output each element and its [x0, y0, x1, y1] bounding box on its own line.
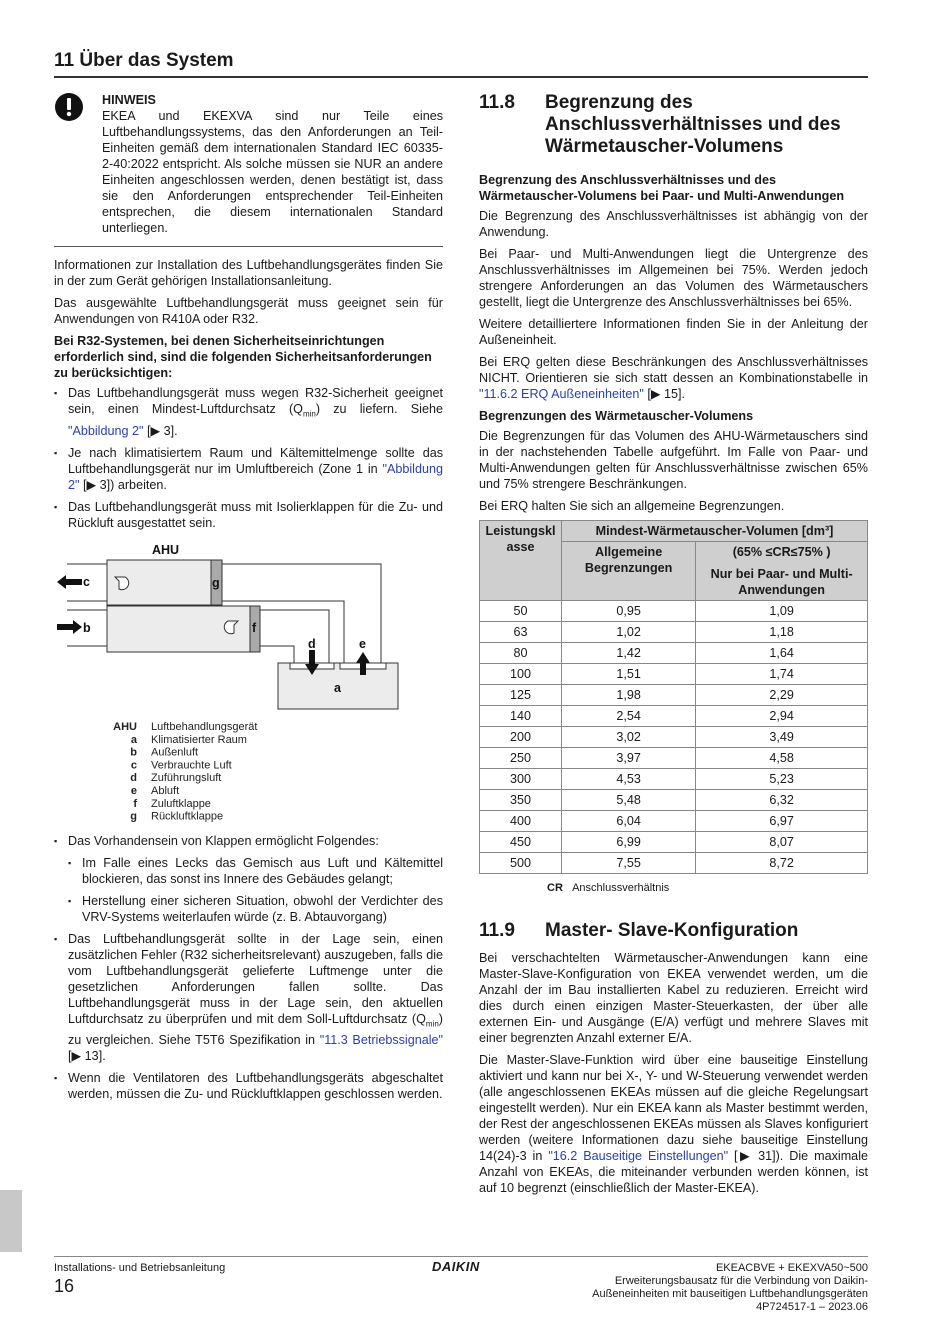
ahu-diagram [54, 537, 443, 827]
paragraph: Die Begrenzungen für das Volumen des AHU-Wärmetauschers sind in der nachstehenden Tabelle aufgeführt. Im Falle von Paar- und Multi-Anwendungen gelten für Anschlussverhältnisse zwischen 65% und 75% strengere Beschränkungen. [479, 429, 868, 491]
column-header: Leistungsklasse [480, 521, 562, 601]
section-heading-11-8: 11.8 Begrenzung des Anschlussverhältnisses und des Wärmetauscher-Volumens [479, 92, 841, 157]
table-row [480, 706, 868, 727]
table-row [480, 664, 868, 685]
paragraph: Die Begrenzung des Anschlussverhältnisses ist abhängig von der Anwendung. [479, 209, 868, 239]
notice-box [54, 92, 443, 247]
table-row [480, 748, 868, 769]
table-row [480, 685, 868, 706]
footer-doc-title: Installations- und Betriebsanleitung [54, 1262, 226, 1274]
link-betriebssignale[interactable]: "11.3 Betriebssignale" [319, 1033, 443, 1048]
footer-divider [54, 1256, 868, 1257]
legend-key: e [130, 784, 137, 797]
legend-key: b [130, 746, 137, 759]
list-item: ▪ Je nach klimatisiertem Raum und Kältemittelmenge sollte das Luftbehandlungsgerät nur im Umluftbereich (Zone 1 in "Abbildung 2" [▶ 3]) arbeiten. [54, 445, 443, 493]
list-item: ▪ Das Luftbehandlungsgerät muss wegen R32-Sicherheit geeignet sein, einen Mindest-Luftdurchsatz $(Q_{min})$ zu liefern. Siehe "Abbildung 2" [▶ 3]. [54, 385, 443, 439]
paragraph: Bei verschachtelten Wärmetauscher-Anwendungen kann eine Master-Slave-Konfiguration von EKEA verwendet werden, um die Anzahl der im Bau installierten Kabel zu reduzieren. Erreicht wird dies durch einen einzigen Master-Steuerkasten, der über alle externen Ein- und Ausgänge (E/A) verfügt und mehrere Slaves mit einer begrenzten Anzahl externer E/A. [479, 951, 868, 1045]
svg-text:g: g [212, 575, 220, 590]
legend-key: d [130, 771, 137, 784]
table-cell: 4,58 [696, 748, 868, 769]
table-cell: 3,49 [696, 727, 868, 748]
legend-key: c [130, 758, 137, 771]
table-row [480, 643, 868, 664]
link-bauseitige-einstellungen[interactable]: "16.2 Bauseitige Einstellungen" [548, 1149, 729, 1163]
table-row [480, 727, 868, 748]
svg-text:AHU: AHU [152, 542, 180, 557]
table-cell: 5,23 [696, 769, 868, 790]
table-cell: 6,97 [696, 811, 868, 832]
table-cell: 1,64 [696, 643, 868, 664]
table-row [480, 790, 868, 811]
table-row [480, 832, 868, 853]
table-cell: 2,54 [562, 706, 696, 727]
table-cell: 2,29 [696, 685, 868, 706]
legend-label: Luftbehandlungsgerät [151, 720, 258, 733]
legend-label: Verbrauchte Luft [151, 758, 232, 771]
table-cell: 125 [480, 685, 562, 706]
legend-key: f [133, 797, 137, 810]
chapter-title: 11 Über das System [54, 50, 234, 71]
right-column [479, 92, 868, 1202]
subheading: Bei R32-Systemen, bei denen Sicherheitseinrichtungen erforderlich sind, sind die folgenden Sicherheitsanforderungen zu berücksichtigen: [54, 334, 432, 380]
column-header: (65% ≤CR≤75% ) Nur bei Paar- und Multi-Anwendungen [696, 542, 868, 601]
table-cell: 140 [480, 706, 562, 727]
table-cell: 250 [480, 748, 562, 769]
svg-text:f: f [252, 620, 257, 635]
list-item: ▪ Das Luftbehandlungsgerät muss mit Isolierklappen für die Zu- und Rückluft ausgestattet sein. [54, 499, 443, 531]
paragraph: Weitere detailliertere Informationen finden Sie in der Anleitung der Außeneinheit. [479, 317, 868, 347]
link-erq-ausseneinheiten[interactable]: "11.6.2 ERQ Außeneinheiten" [479, 387, 644, 401]
table-cell: 400 [480, 811, 562, 832]
legend-label: Abluft [151, 784, 180, 797]
chapter-tab [0, 1190, 22, 1252]
table-cell: 80 [480, 643, 562, 664]
table-cell: 1,51 [562, 664, 696, 685]
footer-product-info: EKEACBVE + EKEXVA50~500 Erweiterungsbausatz für die Verbindung von Daikin- Außeneinheiten mit bauseitigen Luftbehandlungsgeräten 4P724517-1 – 2023.06 [592, 1262, 868, 1313]
table-cell: 1,42 [562, 643, 696, 664]
arrow-right-icon [57, 620, 82, 634]
svg-text:d: d [308, 636, 316, 651]
table-cell: 2,94 [696, 706, 868, 727]
link-abbildung-2[interactable]: "Abbildung 2" [68, 461, 443, 492]
section-heading-11-9: 11.9 Master- Slave-Konfiguration [479, 920, 799, 941]
table-row [480, 622, 868, 643]
table-cell: 4,53 [562, 769, 696, 790]
table-cell: 1,09 [696, 601, 868, 622]
table-cell: 63 [480, 622, 562, 643]
table-cell: 3,02 [562, 727, 696, 748]
legend-label: Zuführungsluft [151, 771, 222, 784]
subheading: Begrenzungen des Wärmetauscher-Volumens [479, 409, 754, 423]
header-divider [54, 76, 868, 78]
list-item: ▪ Herstellung einer sicheren Situation, obwohl der Verdichter des VRV-Systems weiterlaufen würde (z. B. Abtauvorgang) [68, 893, 443, 925]
page-number: 16 [54, 1276, 75, 1296]
list-item: ▪ Wenn die Ventilatoren des Luftbehandlungsgeräts abgeschaltet werden, müssen die Zu- und Rückluftklappen geschlossen werden. [54, 1070, 443, 1102]
legend-label: Außenluft [151, 746, 199, 759]
legend-label: Zuluftklappe [151, 797, 211, 810]
paragraph: Bei Paar- und Multi-Anwendungen liegt die Untergrenze des Anschlussverhältnisses im Allgemeinen bei 75%. Werden jedoch strengere Anforderungen an das Volumen des Wärmetauschers gestellt, liegt die Untergrenze des Anschlussverhältnisses bei 65%. [479, 247, 868, 309]
legend-key: AHU [113, 720, 137, 733]
table-cell: 50 [480, 601, 562, 622]
legend-label: Klimatisierter Raum [151, 733, 247, 746]
table-cell: 7,55 [562, 853, 696, 874]
list-item: ▪ Im Falle eines Lecks das Gemisch aus Luft und Kältemittel blockieren, das sonst ins Innere des Gebäudes gelangt; [68, 855, 443, 887]
paragraph: Bei ERQ gelten diese Beschränkungen des Anschlussverhältnisses NICHT. Orientieren sie sich statt dessen an Kombinationstabelle in "11.6.2 ERQ Außeneinheiten" [▶ 15]. [479, 355, 868, 401]
table-row [480, 769, 868, 790]
table-cell: 1,98 [562, 685, 696, 706]
svg-text:a: a [334, 680, 341, 695]
paragraph: Bei ERQ halten Sie sich an allgemeine Begrenzungen. [479, 499, 785, 513]
legend-key: a [130, 733, 137, 746]
table-cell: 6,04 [562, 811, 696, 832]
table-cell: 1,74 [696, 664, 868, 685]
table-cell: 3,97 [562, 748, 696, 769]
warning-icon [54, 92, 102, 242]
table-row [480, 601, 868, 622]
table-cell: 100 [480, 664, 562, 685]
column-header: Mindest-Wärmetauscher-Volumen [dm³] [562, 521, 868, 542]
table-cell: 450 [480, 832, 562, 853]
column-header: Allgemeine Begrenzungen [562, 542, 696, 601]
arrow-left-icon [57, 575, 82, 589]
left-column [54, 92, 443, 1108]
table-cell: 1,02 [562, 622, 696, 643]
list-item: ▪ Das Vorhandensein von Klappen ermöglicht Folgendes: [54, 833, 443, 849]
svg-text:e: e [359, 636, 366, 651]
link-abbildung-2[interactable]: "Abbildung 2" [68, 423, 144, 438]
table-legend: CR Anschlussverhältnis [547, 882, 670, 894]
table-cell: 5,48 [562, 790, 696, 811]
table-cell: 6,32 [696, 790, 868, 811]
subheading: Begrenzung des Anschlussverhältnisses und des Wärmetauscher-Volumens bei Paar- und Multi-Anwendungen [479, 173, 845, 203]
table-cell: 0,95 [562, 601, 696, 622]
legend-label: Rückluftklappe [151, 810, 224, 823]
table-cell: 200 [480, 727, 562, 748]
table-cell: 1,18 [696, 622, 868, 643]
svg-text:b: b [83, 620, 91, 635]
notice-title: HINWEIS [102, 93, 156, 107]
paragraph: Die Master-Slave-Funktion wird über eine bauseitige Einstellung aktiviert und kann nur bei X-, Y- und W-Steuerung verwendet werden (alle angeschlossenen EKEAs müssen auf die gleiche Regelungsart eingestellt werden). Nur ein EKEA kann als Master bestimmt werden, der Rest der angeschlossenen EKEAs müssen als Slaves konfiguriert werden (weitere Informationen dazu siehe bauseitige Einstellung 14(24)-3 in "16.2 Bauseitige Einstellungen" [▶ 31]). Die maximale Anzahl von EKEAs, die miteinander verbunden werden können, ist auf 10 begrenzt (einschließlich der Master-EKEA). [479, 1053, 868, 1195]
svg-text:c: c [83, 574, 90, 589]
legend-key: g [130, 810, 137, 823]
table-cell: 500 [480, 853, 562, 874]
table-cell: 6,99 [562, 832, 696, 853]
paragraph: Informationen zur Installation des Luftbehandlungsgerätes finden Sie in der zum Gerät gehörigen Installationsanleitung. [54, 258, 443, 288]
paragraph: Das ausgewählte Luftbehandlungsgerät muss geeignet sein für Anwendungen von R410A oder R32. [54, 296, 443, 326]
notice-text: EKEA und EKEXVA sind nur Teile eines Luftbehandlungssystems, das den Anforderungen an Teil-Einheiten gemäß dem internationalen Standard IEC 60335-2-40:2022 entspricht. Als solche müssen sie NUR an andere Einheiten angeschlossen werden, denen bestätigt ist, dass sie den Anforderungen entsprechender Teil-Einheiten entsprechen, die diesem internationalen Standard unterliegen. [102, 109, 443, 235]
table-cell: 300 [480, 769, 562, 790]
table-row [480, 811, 868, 832]
table-cell: 8,07 [696, 832, 868, 853]
daikin-logo: DAIKIN [432, 1259, 480, 1274]
list-item: ▪ Das Luftbehandlungsgerät sollte in der Lage sein, einen zusätzlichen Fehler (R32 sicherheitsrelevant) auszugeben, falls die vom Luftbehandlungsgerät gelieferte Luftmenge unter die gesetzlichen Anforderungen fallen sollte. Das Luftbehandlungsgerät muss in der Lage sein, den aktuellen Luftdurchsatz zu überprüfen und mit dem Soll-Luftdurchsatz $(Q_{min})$ zu vergleichen. Siehe T5T6 Spezifikation in "11.3 Betriebssignale" [▶ 13]. [54, 931, 443, 1065]
heat-exchanger-volume-table [479, 520, 868, 874]
table-cell: 8,72 [696, 853, 868, 874]
table-cell: 350 [480, 790, 562, 811]
table-row [480, 853, 868, 874]
